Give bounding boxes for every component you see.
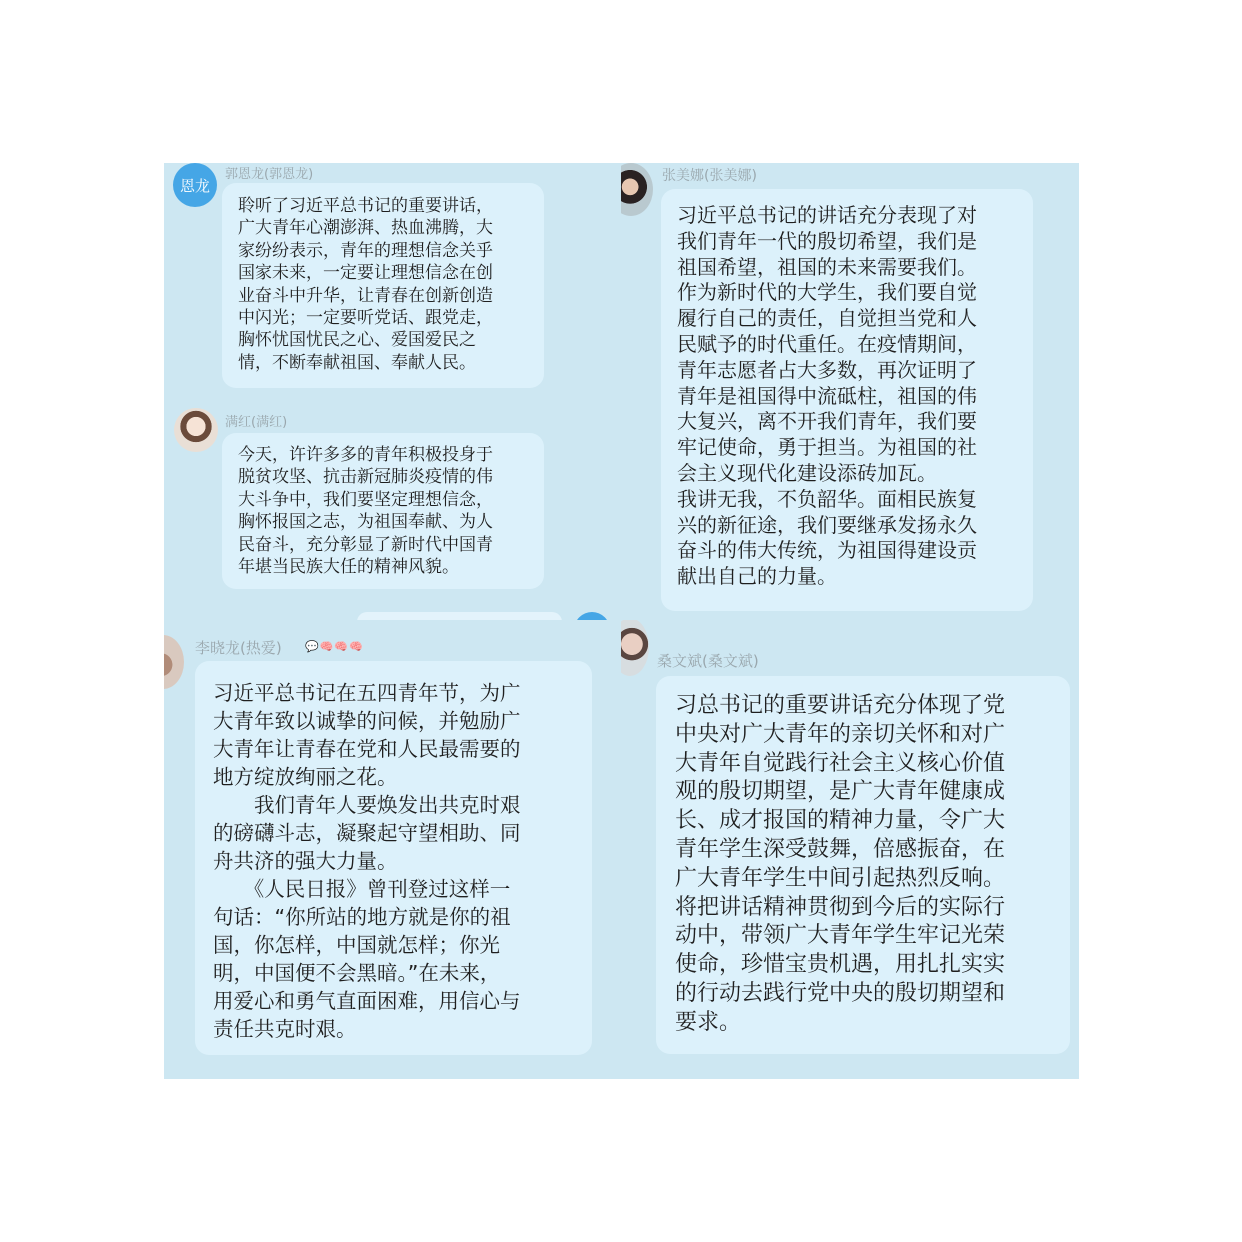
message-text: 习近平总书记在五四青年节，为广 大青年致以诚挚的问候，并勉励广 大青年让青春在党和人民最需要的 地方绽放绚丽之花。 我们青年人要焕发出共克时艰 的磅礴斗志，凝聚起守望相助、同 舟共济的强大力量。 《人民日报》曾刊登过这样一 句话：“你所站的地方就是你的祖 国，你怎样，中国就怎样；你光 明，中国便不会黑暗。”在未来， 用爱心和勇气直面困难，用信心与 责任共克时艰。 — [213, 681, 521, 1041]
chat-panel-top-left — [164, 163, 621, 620]
avatar[interactable] — [621, 620, 649, 676]
chat-panel-bottom-right — [621, 620, 1079, 1079]
emoji-badges: 💬🧠🧠🧠 — [305, 640, 364, 653]
partial-avatar — [574, 612, 610, 620]
message-bubble[interactable] — [222, 433, 544, 589]
message-bubble[interactable] — [656, 676, 1070, 1054]
sender-name: 满红(满红) — [225, 415, 288, 430]
chat-panel-bottom-left — [164, 620, 621, 1079]
avatar[interactable] — [164, 635, 184, 689]
message-bubble[interactable] — [222, 183, 544, 388]
sender-name: 张美娜(张美娜) — [662, 168, 757, 184]
sender-name: 李晓龙(热爱) — [195, 639, 282, 657]
message-text: 习近平总书记的讲话充分表现了对 我们青年一代的殷切希望，我们是 祖国希望，祖国的未来需要我们。 作为新时代的大学生，我们要自觉 履行自己的责任，自觉担当党和人 民赋予的时代重任。在疫情期间， 青年志愿者占大多数，再次证明了 青年是祖国得中流砥柱，祖国的伟 大复兴，离不开我们青年，我们要 牢记使命，勇于担当。为祖国的社 会主义现代化建设添砖加瓦。 我讲无我，不负韶华。面相民族复 兴的新征途，我们要继承发扬永久 奋斗的伟大传统，为祖国得建设贡 献出自己的力量。 — [677, 203, 977, 589]
avatar[interactable] — [621, 163, 653, 216]
avatar[interactable] — [173, 163, 217, 207]
message-bubble[interactable] — [661, 189, 1033, 611]
avatar-text: 恩龙 — [179, 176, 210, 195]
message-text: 聆听了习近平总书记的重要讲话， 广大青年心潮澎湃、热血沸腾，大 家纷纷表示，青年的理想信念关乎 国家未来，一定要让理想信念在创 业奋斗中升华，让青春在创新创造 中闪光；一定要听党话、跟党走， 胸怀忧国忧民之心、爱国爱民之 情，不断奉献祖国、奉献人民。 — [238, 196, 493, 373]
partial-bubble — [357, 612, 562, 620]
message-bubble[interactable] — [195, 661, 592, 1055]
message-text: 习总书记的重要讲话充分体现了党 中央对广大青年的亲切关怀和对广 大青年自觉践行社会主义核心价值 观的殷切期望，是广大青年健康成 长、成才报国的精神力量，令广大 青年学生深受鼓舞，倍感振奋，在 广大青年学生中间引起热烈反响。 将把讲话精神贯彻到今后的实际行 动中，带领广大青年学生牢记光荣 使命，珍惜宝贵机遇，用扎扎实实 的行动去践行党中央的殷切期望和 要求。 — [675, 693, 1006, 1035]
sender-name: 桑文斌(桑文斌) — [657, 652, 759, 670]
chat-panel-top-right — [621, 163, 1079, 620]
sender-name: 郭恩龙(郭恩龙) — [225, 167, 314, 182]
message-text: 今天，许许多多的青年积极投身于 脱贫攻坚、抗击新冠肺炎疫情的伟 大斗争中，我们要坚定理想信念， 胸怀报国之志，为祖国奉献、为人 民奋斗，充分彰显了新时代中国青 年堪当民族大任的精神风貌。 — [238, 445, 493, 578]
avatar[interactable] — [174, 408, 218, 452]
